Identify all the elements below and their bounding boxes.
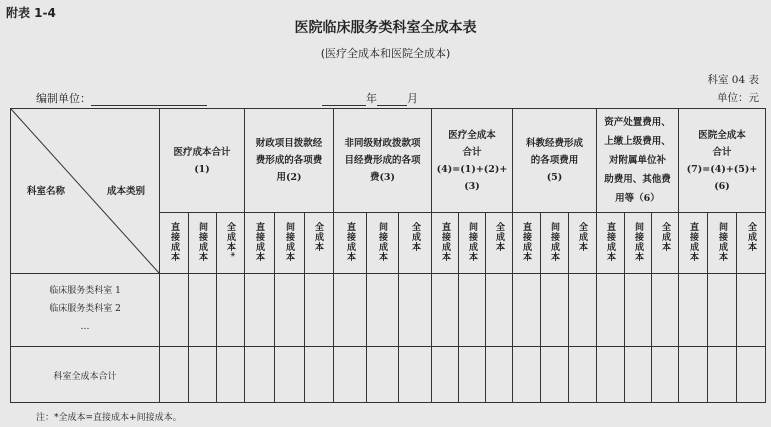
- subcol-direct: 直接成本: [345, 222, 355, 262]
- subcol-indirect: 间接成本: [549, 222, 559, 262]
- form-number: 科室 04 表: [707, 74, 759, 86]
- subcol-full: 全成本: [577, 222, 587, 252]
- subcol-full: 全成本: [313, 222, 323, 252]
- col-header-medical-full-cost: 医疗全成本 合计 (4)=(1)+(2)+(3): [436, 129, 508, 192]
- subcol-indirect: 间接成本: [467, 222, 477, 262]
- subcol-full: 全成本*: [225, 222, 235, 258]
- row-label-total: 科室全成本合计: [53, 372, 117, 382]
- unit-label: 单位：元: [717, 92, 759, 104]
- row-label-dept-1: 临床服务类科室 1: [49, 286, 121, 296]
- col-header-nonfiscal-project: 非同级财政拨款项 目经费形成的各项 费(3): [344, 138, 421, 183]
- subcol-full: 全成本: [746, 222, 756, 252]
- col-header-fiscal-project: 财政项目拨款经 费形成的各项费 用(2): [255, 138, 323, 183]
- col-header-medical-cost: 医疗成本合计 (1): [173, 146, 231, 175]
- subcol-indirect: 间接成本: [284, 222, 294, 262]
- row-label-dept-2: 临床服务类科室 2: [49, 304, 121, 314]
- compiler-label: 编制单位：: [36, 92, 91, 105]
- page-title: 医院临床服务类科室全成本表: [294, 20, 477, 36]
- col-header-research-education: 科教经费形成 的各项费用 (5): [525, 138, 583, 183]
- subcol-indirect: 间接成本: [717, 222, 727, 262]
- col-header-asset-disposal: 资产处置费用、 上缴上级费用、 对附属单位补 助费用、其他费 用等（6）: [604, 117, 671, 204]
- col-header-label: 成本类别: [106, 185, 145, 197]
- row-header-label: 科室名称: [26, 185, 65, 197]
- subcol-indirect: 间接成本: [197, 222, 207, 262]
- subcol-indirect: 间接成本: [377, 222, 387, 262]
- month-label: 月: [407, 92, 418, 105]
- subcol-indirect: 间接成本: [633, 222, 643, 262]
- subcol-full: 全成本: [660, 222, 670, 252]
- year-label: 年: [366, 92, 377, 105]
- subcol-direct: 直接成本: [254, 222, 264, 262]
- subcol-direct: 直接成本: [688, 222, 698, 262]
- subcol-direct: 直接成本: [605, 222, 615, 262]
- appendix-label: 附表 1-4: [6, 6, 56, 20]
- page-subtitle: (医疗全成本和医院全成本): [320, 47, 451, 60]
- subcol-full: 全成本: [494, 222, 504, 252]
- subcol-full: 全成本: [410, 222, 420, 252]
- col-header-hospital-full-cost: 医院全成本 合计 (7)=(4)+(5)+(6): [686, 129, 758, 192]
- row-label-ellipsis: …: [80, 322, 90, 332]
- subcol-direct: 直接成本: [440, 222, 450, 262]
- subcol-direct: 直接成本: [169, 222, 179, 262]
- footnote: 注：*全成本=直接成本+间接成本。: [36, 413, 182, 423]
- subcol-direct: 直接成本: [521, 222, 531, 262]
